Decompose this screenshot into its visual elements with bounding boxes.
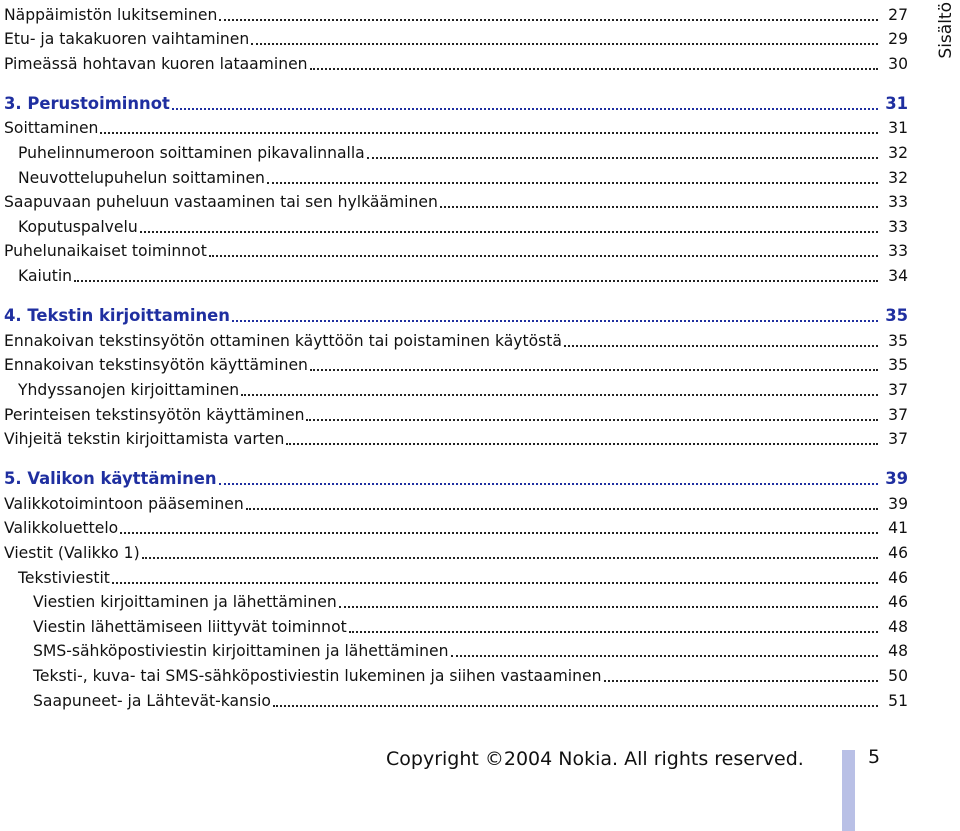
toc-entry-page: 48 — [888, 617, 908, 636]
toc-entry-page: 39 — [888, 494, 908, 513]
toc-leader-dots — [246, 508, 878, 510]
toc-leader-dots — [120, 532, 878, 534]
toc-entry — [4, 686, 908, 711]
toc-entry-title: Viestit (Valikko 1) — [4, 544, 140, 563]
toc-entry-title: Näppäimistön lukitseminen — [4, 5, 218, 24]
toc-entry-page: 31 — [888, 119, 908, 138]
toc-entry-page: 35 — [888, 331, 908, 350]
toc-entry — [4, 212, 908, 237]
toc-entry — [4, 262, 908, 287]
toc-entry — [4, 351, 908, 376]
toc-chapter-heading — [4, 302, 908, 327]
toc-entry-title: Vihjeitä tekstin kirjoittamista varten — [4, 430, 285, 449]
toc-entry — [4, 163, 908, 188]
toc-entry — [4, 612, 908, 637]
toc-entry-page: 31 — [885, 93, 908, 113]
toc-entry — [4, 237, 908, 262]
toc-entry-page: 27 — [888, 5, 908, 24]
toc-leader-dots — [440, 206, 878, 208]
toc-leader-dots — [172, 108, 878, 110]
toc-leader-dots — [306, 419, 878, 421]
section-tab-label: Sisältö — [936, 2, 956, 59]
toc-entry-title: Valikkotoimintoon pääseminen — [4, 494, 244, 513]
footer-copyright: Copyright ©2004 Nokia. All rights reserved. — [386, 748, 804, 770]
footer-accent-bar — [842, 750, 855, 831]
toc-leader-dots — [241, 394, 878, 396]
toc-entry — [4, 375, 908, 400]
toc-leader-dots — [273, 705, 878, 707]
toc-entry-title: Tekstiviestit — [18, 568, 110, 587]
toc-entry-title: 3. Perustoiminnot — [4, 93, 170, 113]
toc-entry-title: Neuvottelupuhelun soittaminen — [18, 168, 265, 187]
toc-entry — [4, 326, 908, 351]
toc-entry-title: Puhelinnumeroon soittaminen pikavalinnalla — [18, 144, 365, 163]
toc-entry-title: Teksti-, kuva- tai SMS-sähköpostiviestin lukeminen ja siihen vastaaminen — [33, 667, 602, 686]
toc-entry-page: 32 — [888, 144, 908, 163]
toc-leader-dots — [310, 68, 878, 70]
toc-leader-dots — [74, 280, 878, 282]
toc-entry-title: Viestin lähettämiseen liittyvät toiminnot — [33, 617, 347, 636]
toc-entry — [4, 139, 908, 164]
toc-entry-title: Yhdyssanojen kirjoittaminen — [18, 380, 240, 399]
toc-entry — [4, 563, 908, 588]
toc-entry-title: Soittaminen — [4, 119, 99, 138]
section-tab — [932, 0, 960, 62]
toc-leader-dots — [219, 19, 878, 21]
toc-leader-dots — [112, 582, 878, 584]
toc-entry — [4, 49, 908, 74]
footer-page-number: 5 — [868, 746, 881, 768]
toc-entry-title: Viestien kirjoittaminen ja lähettäminen — [33, 593, 337, 612]
toc-leader-dots — [286, 443, 878, 445]
toc-entry-page: 46 — [888, 568, 908, 587]
toc-entry — [4, 25, 908, 50]
toc-entry — [4, 0, 908, 25]
toc-entry-title: Etu- ja takakuoren vaihtaminen — [4, 30, 250, 49]
toc-entry-page: 32 — [888, 168, 908, 187]
toc-entry-title: Ennakoivan tekstinsyötön ottaminen käyttöön tai poistaminen käytöstä — [4, 331, 562, 350]
toc-leader-dots — [267, 182, 878, 184]
toc-leader-dots — [232, 320, 878, 322]
toc-entry — [4, 188, 908, 213]
toc-chapter-heading — [4, 89, 908, 114]
toc-entry-title: 4. Tekstin kirjoittaminen — [4, 306, 230, 326]
toc-entry-title: Saapuvaan puheluun vastaaminen tai sen hylkääminen — [4, 193, 438, 212]
toc-entry-page: 46 — [888, 544, 908, 563]
toc-entry — [4, 514, 908, 539]
toc-entry-title: Perinteisen tekstinsyötön käyttäminen — [4, 405, 305, 424]
toc-entry-title: Koputuspalvelu — [18, 217, 138, 236]
toc-entry-page: 37 — [888, 405, 908, 424]
toc-entry-title: Kaiutin — [18, 267, 73, 286]
toc-entry-page: 37 — [888, 430, 908, 449]
toc-entry-page: 41 — [888, 519, 908, 538]
toc-entry-page: 34 — [888, 267, 908, 286]
toc-leader-dots — [140, 231, 878, 233]
toc-entry-title: Pimeässä hohtavan kuoren lataaminen — [4, 54, 308, 73]
toc-entry — [4, 588, 908, 613]
toc-entry-page: 46 — [888, 593, 908, 612]
toc-entry-page: 37 — [888, 380, 908, 399]
toc-entry-page: 51 — [888, 691, 908, 710]
toc-entry-page: 30 — [888, 54, 908, 73]
toc-entry-title: Valikkoluettelo — [4, 519, 119, 538]
toc-leader-dots — [451, 655, 878, 657]
toc-entry-page: 33 — [888, 242, 908, 261]
toc-leader-dots — [564, 345, 878, 347]
toc-entry — [4, 637, 908, 662]
toc-entry-page: 35 — [888, 356, 908, 375]
toc-entry-page: 29 — [888, 30, 908, 49]
toc-leader-dots — [339, 606, 878, 608]
toc-entry — [4, 114, 908, 139]
toc-entry-page: 33 — [888, 217, 908, 236]
toc-entry-page: 39 — [885, 469, 908, 489]
toc-entry-title: SMS-sähköpostiviestin kirjoittaminen ja lähettäminen — [33, 642, 449, 661]
toc-leader-dots — [142, 557, 878, 559]
toc-chapter-heading — [4, 465, 908, 490]
toc-entry-title: Ennakoivan tekstinsyötön käyttäminen — [4, 356, 308, 375]
toc-leader-dots — [209, 255, 878, 257]
toc-entry-title: Puhelunaikaiset toiminnot — [4, 242, 207, 261]
toc-entry — [4, 489, 908, 514]
toc-entry — [4, 400, 908, 425]
toc-leader-dots — [367, 157, 878, 159]
toc-leader-dots — [100, 132, 878, 134]
toc-leader-dots — [219, 483, 878, 485]
toc-entry-page: 50 — [888, 667, 908, 686]
toc-entry-title: 5. Valikon käyttäminen — [4, 469, 217, 489]
toc-entry — [4, 662, 908, 687]
toc-leader-dots — [604, 680, 879, 682]
toc-entry-page: 35 — [885, 306, 908, 326]
toc-leader-dots — [310, 369, 878, 371]
toc-leader-dots — [251, 43, 878, 45]
toc-leader-dots — [349, 631, 878, 633]
toc-entry-title: Saapuneet- ja Lähtevät-kansio — [33, 691, 271, 710]
toc-entry — [4, 425, 908, 450]
toc-entry — [4, 539, 908, 564]
toc-entry-page: 33 — [888, 193, 908, 212]
toc-entry-page: 48 — [888, 642, 908, 661]
